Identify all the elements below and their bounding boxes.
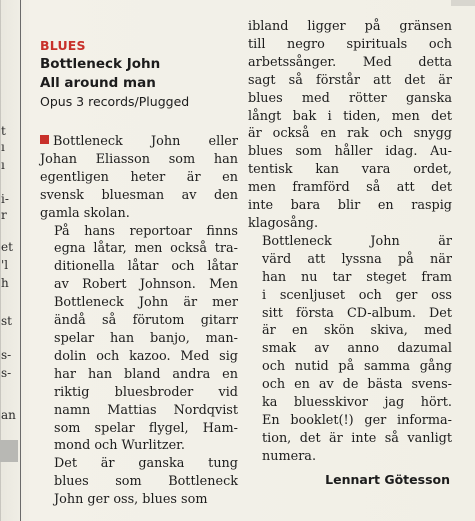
text-line: egentligen heter är en [40, 169, 238, 185]
text-line: långt bak i tiden, men det [248, 108, 452, 124]
text-line: tentisk kan vara ordet, [248, 162, 452, 178]
column-2-body [248, 18, 452, 466]
text-line: blues som håller idag. Au- [248, 144, 452, 160]
text-line: spelar han banjo, man- [54, 330, 238, 346]
text-line: dolin och kazoo. Med sig [54, 348, 238, 364]
body-paragraph [40, 455, 238, 509]
adjacent-column-clipped [0, 0, 21, 521]
text-line: Bottleneck John är mer [54, 295, 238, 311]
text-line: smak av anno dazumal [262, 341, 452, 357]
body-paragraph [40, 223, 238, 456]
article-column-2 [248, 18, 452, 487]
text-line: inte bara blir en raspig [248, 198, 452, 214]
text-line: har han bland andra en [54, 366, 238, 382]
record-label: Opus 3 records/Plugged [40, 94, 190, 109]
clipped-text-fragment: st [1, 314, 12, 328]
text-line: klagosång. [248, 215, 319, 231]
clipped-text-fragment: s- [1, 348, 12, 362]
text-line: blues med rötter ganska [248, 90, 452, 106]
text-line: arbetssånger. Med detta [248, 54, 452, 70]
column-1-body [40, 133, 238, 509]
clipped-text-fragment: ı [1, 158, 5, 172]
clipped-text-fragment: s- [1, 366, 12, 380]
text-line: Det är ganska tung [54, 456, 238, 472]
text-line: som spelar flygel, Ham- [54, 420, 238, 436]
text-line: namn Mattias Nordqvist [54, 402, 238, 418]
text-line: blues som Bottleneck [54, 474, 238, 490]
text-line: värd att lyssna på när [262, 251, 452, 267]
lead-square-marker [40, 135, 49, 144]
text-line: Johan Eliasson som han [40, 151, 238, 167]
text-line: sitt första CD-album. Det [262, 305, 452, 321]
text-line: men framförd så att det [248, 180, 452, 196]
text-line: är en skön skiva, med [262, 323, 452, 339]
album-title: All around man [40, 75, 156, 91]
text-line: han nu tar steget fram [262, 269, 452, 285]
text-line: numera. [262, 448, 317, 464]
page-edge [451, 0, 475, 6]
lead-text: Bottleneck John eller [53, 134, 238, 149]
clipped-text-fragment: h [1, 276, 9, 290]
text-line: ibland ligger på gränsen [248, 19, 452, 34]
text-line: Bottleneck John är [262, 233, 452, 249]
text-line: och en av de bästa svens- [262, 377, 452, 393]
text-line: och nutid på samma gång [262, 359, 452, 375]
text-line: mond och Wurlitzer. [54, 438, 185, 454]
text-line [40, 133, 238, 151]
text-line: av Robert Johnson. Men [54, 277, 238, 293]
body-paragraph [248, 18, 452, 233]
text-line: En booklet(!) ger informa- [262, 412, 452, 428]
clipped-text-fragment: an [1, 408, 16, 422]
clipped-text-fragment: 'l [1, 258, 9, 272]
text-line: svensk bluesman av den [40, 187, 238, 203]
byline: Lennart Götesson [325, 471, 450, 487]
text-line: är också en rak och snygg [248, 126, 452, 142]
text-line: till negro spirituals och [248, 36, 452, 52]
section-kicker: BLUES [40, 38, 86, 53]
text-line: ändå så förutom gitarr [54, 313, 238, 329]
text-line: gamla skolan. [40, 205, 130, 221]
text-line: ka bluesskivor jag hört. [262, 395, 452, 411]
text-line: sagt så förstår att det är [248, 72, 452, 88]
text-line: John ger oss, blues som [54, 492, 208, 508]
text-line: ditionella låtar och låtar [54, 259, 238, 275]
text-line: tion, det är inte så vanligt [262, 430, 452, 446]
body-paragraph [40, 133, 238, 223]
clipped-text-fragment: r [1, 208, 7, 222]
clipped-text-fragment: ı [1, 140, 5, 154]
clipped-text-fragment: t [1, 124, 6, 138]
clipped-text-fragment: et [1, 240, 13, 254]
text-line: På hans reportoar finns [54, 223, 238, 239]
body-paragraph [248, 233, 452, 466]
text-line: riktig bluesbroder vid [54, 384, 238, 400]
album-artist: Bottleneck John [40, 56, 161, 72]
grey-block [0, 440, 18, 462]
text-line: egna låtar, men också tra- [54, 241, 238, 257]
clipped-text-fragment: i- [1, 192, 9, 206]
text-line: i scenljuset och ger oss [262, 287, 452, 303]
article-column-1 [40, 38, 238, 509]
